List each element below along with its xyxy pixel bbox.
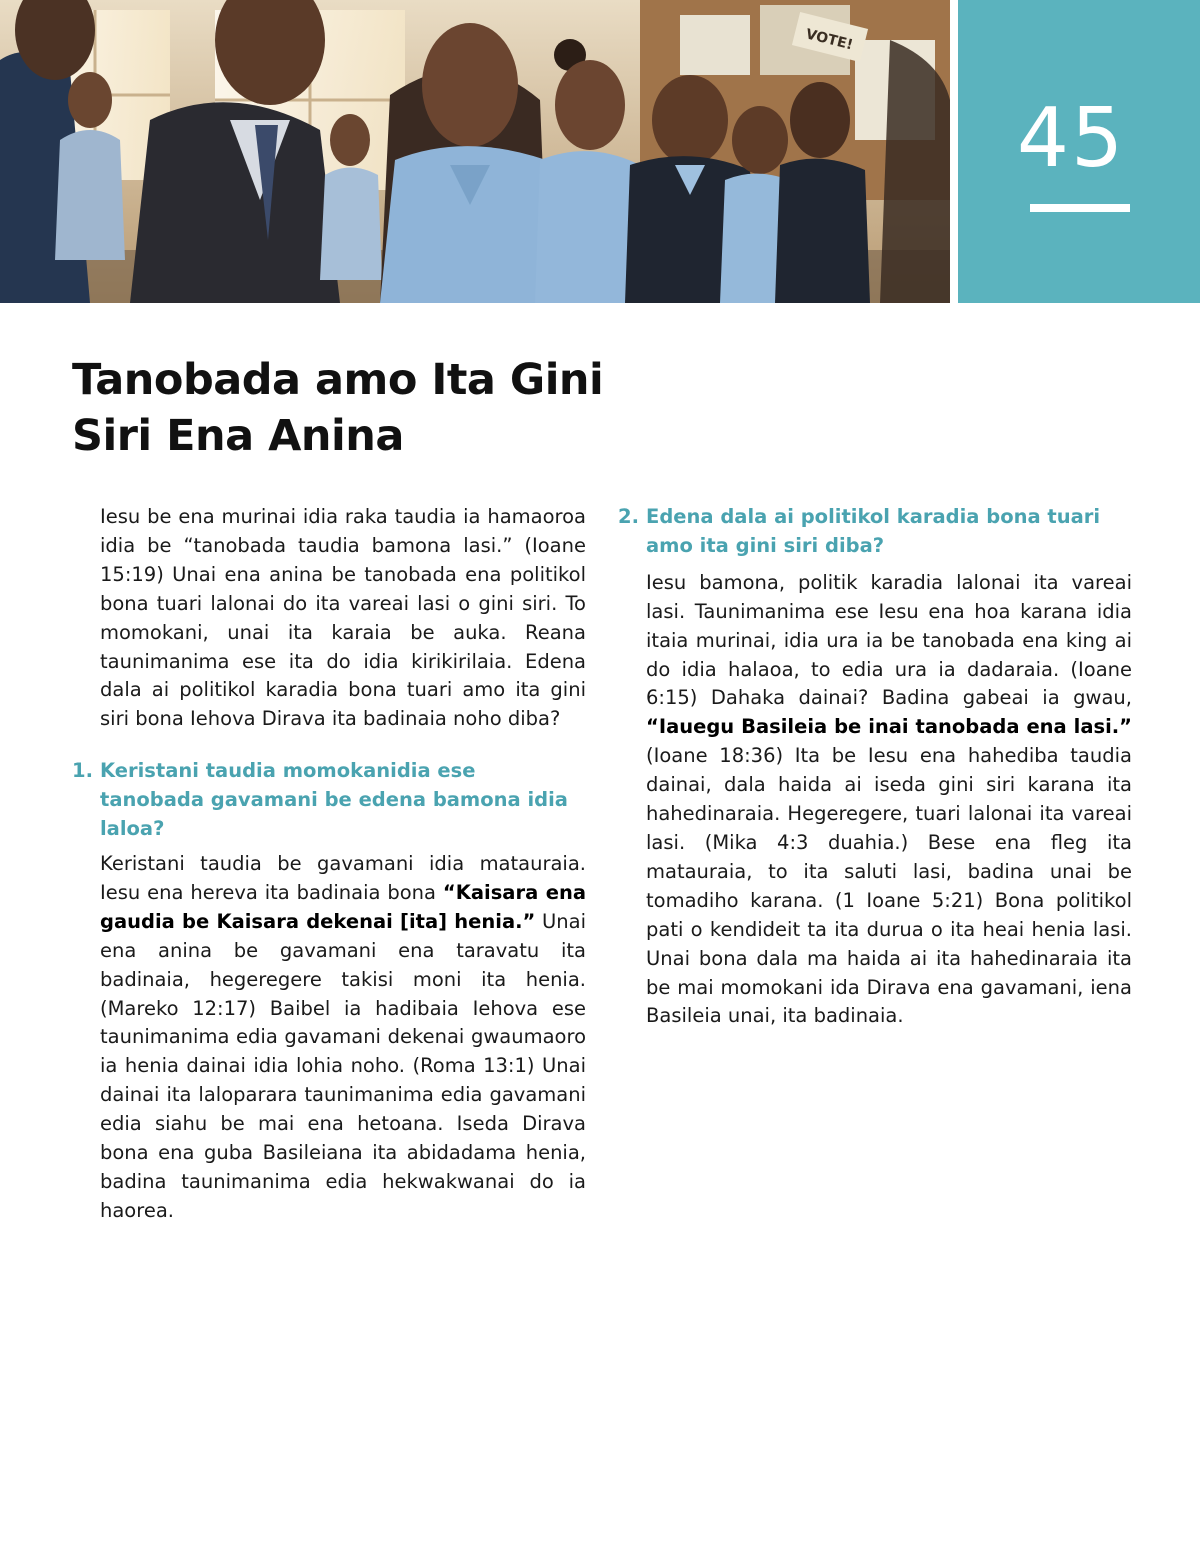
answer-2-text-b: (Ioane 18:36) Ita be Iesu ena hahediba taudia dainai, dala haida ai iseda gini siri karana ita hahedinaraia. Hegeregere, tuari lalonai ita vareai lasi. (Mika 4:3 duahia.) Bese ena fleg ita matauraia, to ita saluti lasi, badina unai be tomadiho karana. (1 Ioane 5:21) Bona politikol pati o kendideit ta ita durua o ita heai henia lasi. Unai bona dala ma haida ai ita hahedinaraia ita be mai momokani ida Dirava ena gavamani, iena Basileia unai, ita badinaia.: [646, 744, 1132, 1028]
chapter-underline: [1030, 204, 1130, 212]
right-column: [618, 503, 1132, 1031]
answer-1-text-b: Unai ena anina be gavamani ena taravatu ita badinaia, hegeregere takisi moni ita henia. (Mareko 12:17) Baibel ia hadibaia Iehova ese taunimanima edia gavamani dekenai gwaumaoro ia henia dainai idia lohia noho. (Roma 13:1) Unai dainai ita laloparara taunimanima edia gavamani edia siahu be mai ena hetoana. Iseda Dirava bona ena guba Basileiana ita abidadama henia, badina taunimanima edia hekwakwanai do ia haorea.: [100, 909, 586, 1222]
question-1-text: Keristani taudia momokanidia ese tanobada gavamani be edena bamona idia laloa?: [100, 759, 568, 841]
answer-2-paragraph: [646, 569, 1132, 1032]
page-title: [72, 352, 712, 464]
answer-1-quote: “Kaisara ena gaudia be Kaisara dekenai [ita] henia.”: [100, 880, 587, 933]
vote-sign: VOTE!: [804, 26, 855, 54]
photo-divider: [950, 0, 958, 303]
answer-1-paragraph: [100, 850, 586, 1226]
question-1: [72, 757, 586, 844]
left-column: [72, 503, 587, 1226]
title-line-1: Tanobada amo Ita Gini: [72, 355, 604, 405]
question-2-text: Edena dala ai politikol karadia bona tuari amo ita gini siri diba?: [646, 505, 1101, 557]
answer-1-text-a: Keristani taudia be gavamani idia matauraia. Iesu ena hereva ita badinaia bona: [100, 851, 586, 904]
chapter-badge: [958, 0, 1200, 303]
header-photo: [0, 0, 950, 303]
intro-paragraph: Iesu be ena murinai idia raka taudia ia hamaoroa idia be “tanobada taudia bamona lasi.” (Ioane 15:19) Unai ena anina be tanobada ena politikol bona tuari lalonai do ita vareai lasi o gini siri. To momokani, unai ita karaia be auka. Reana taunimanima ese ita do idia kirikirilaia. Edena dala ai politikol karadia bona tuari amo ita gini siri bona Iehova Dirava ita badinaia noho diba?: [100, 505, 586, 731]
question-2-number: 2.: [618, 505, 639, 528]
answer-2-quote: “Iauegu Basileia be inai tanobada ena lasi.”: [646, 715, 1132, 739]
students-pledge-illustration: [0, 0, 950, 303]
title-line-2: Siri Ena Anina: [72, 411, 404, 461]
question-2: [618, 503, 1132, 561]
chapter-number: 45: [1016, 91, 1126, 186]
question-1-number: 1.: [72, 759, 93, 783]
answer-2-text-a: Iesu bamona, politik karadia lalonai ita vareai lasi. Taunimanima ese Iesu ena hoa karana idia itaia murinai, idia ura ia be tanobada ena king ai do idia halaoa, to edia ura ia dadaraia. (Ioane 6:15) Dahaka dainai? Badina gabeai ia gwau,: [646, 570, 1132, 710]
